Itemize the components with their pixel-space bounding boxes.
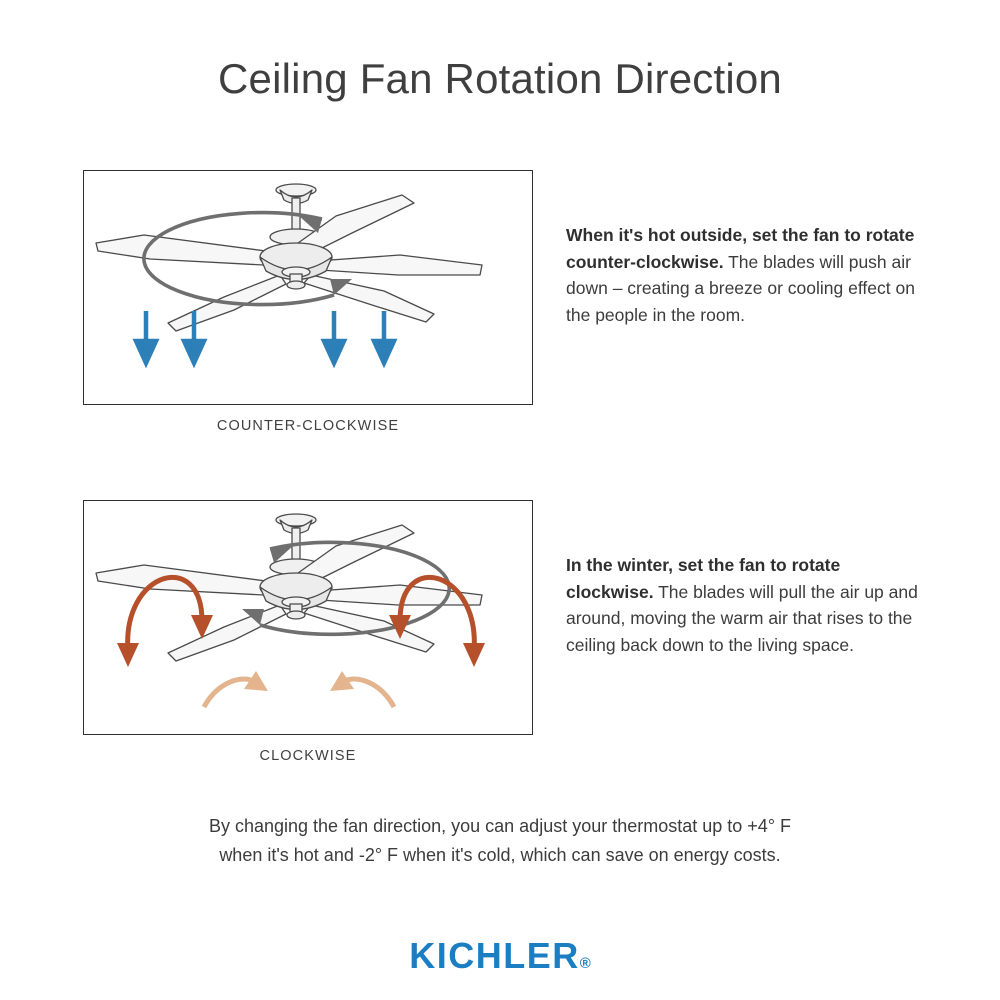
- brand-name-text: KICHLER: [409, 935, 580, 976]
- fan-diagram-clockwise: [83, 500, 533, 735]
- copy-clockwise: [566, 552, 926, 658]
- page-title: Ceiling Fan Rotation Direction: [218, 55, 782, 102]
- registered-mark: ®: [579, 955, 591, 972]
- copy-rest-clockwise: The blades will pull the air up and around, moving the warm air that rises to the ceiling back down to the living space.: [566, 581, 918, 655]
- figure-caption-counter-clockwise: COUNTER-CLOCKWISE: [216, 418, 400, 434]
- brand-name: [409, 935, 591, 977]
- brand-logo: [0, 935, 1000, 977]
- copy-counter-clockwise: [566, 222, 926, 328]
- footnote-line-1: By changing the fan direction, you can adjust your thermostat up to +4° F: [208, 816, 792, 836]
- figure-caption-clockwise: CLOCKWISE: [259, 748, 357, 764]
- footnote: [0, 812, 1000, 870]
- footnote-line-2: when it's hot and -2° F when it's cold, which can save on energy costs.: [219, 845, 781, 866]
- fan-diagram-counter-clockwise: [83, 170, 533, 405]
- copy-bold-clockwise: In the winter, set the fan to rotate clockwise.: [566, 555, 841, 602]
- copy-bold-counter-clockwise: When it's hot outside, set the fan to rotate counter-clockwise.: [566, 225, 915, 272]
- copy-rest-counter-clockwise: The blades will push air down – creating a breeze or cooling effect on the people in the room.: [566, 251, 915, 325]
